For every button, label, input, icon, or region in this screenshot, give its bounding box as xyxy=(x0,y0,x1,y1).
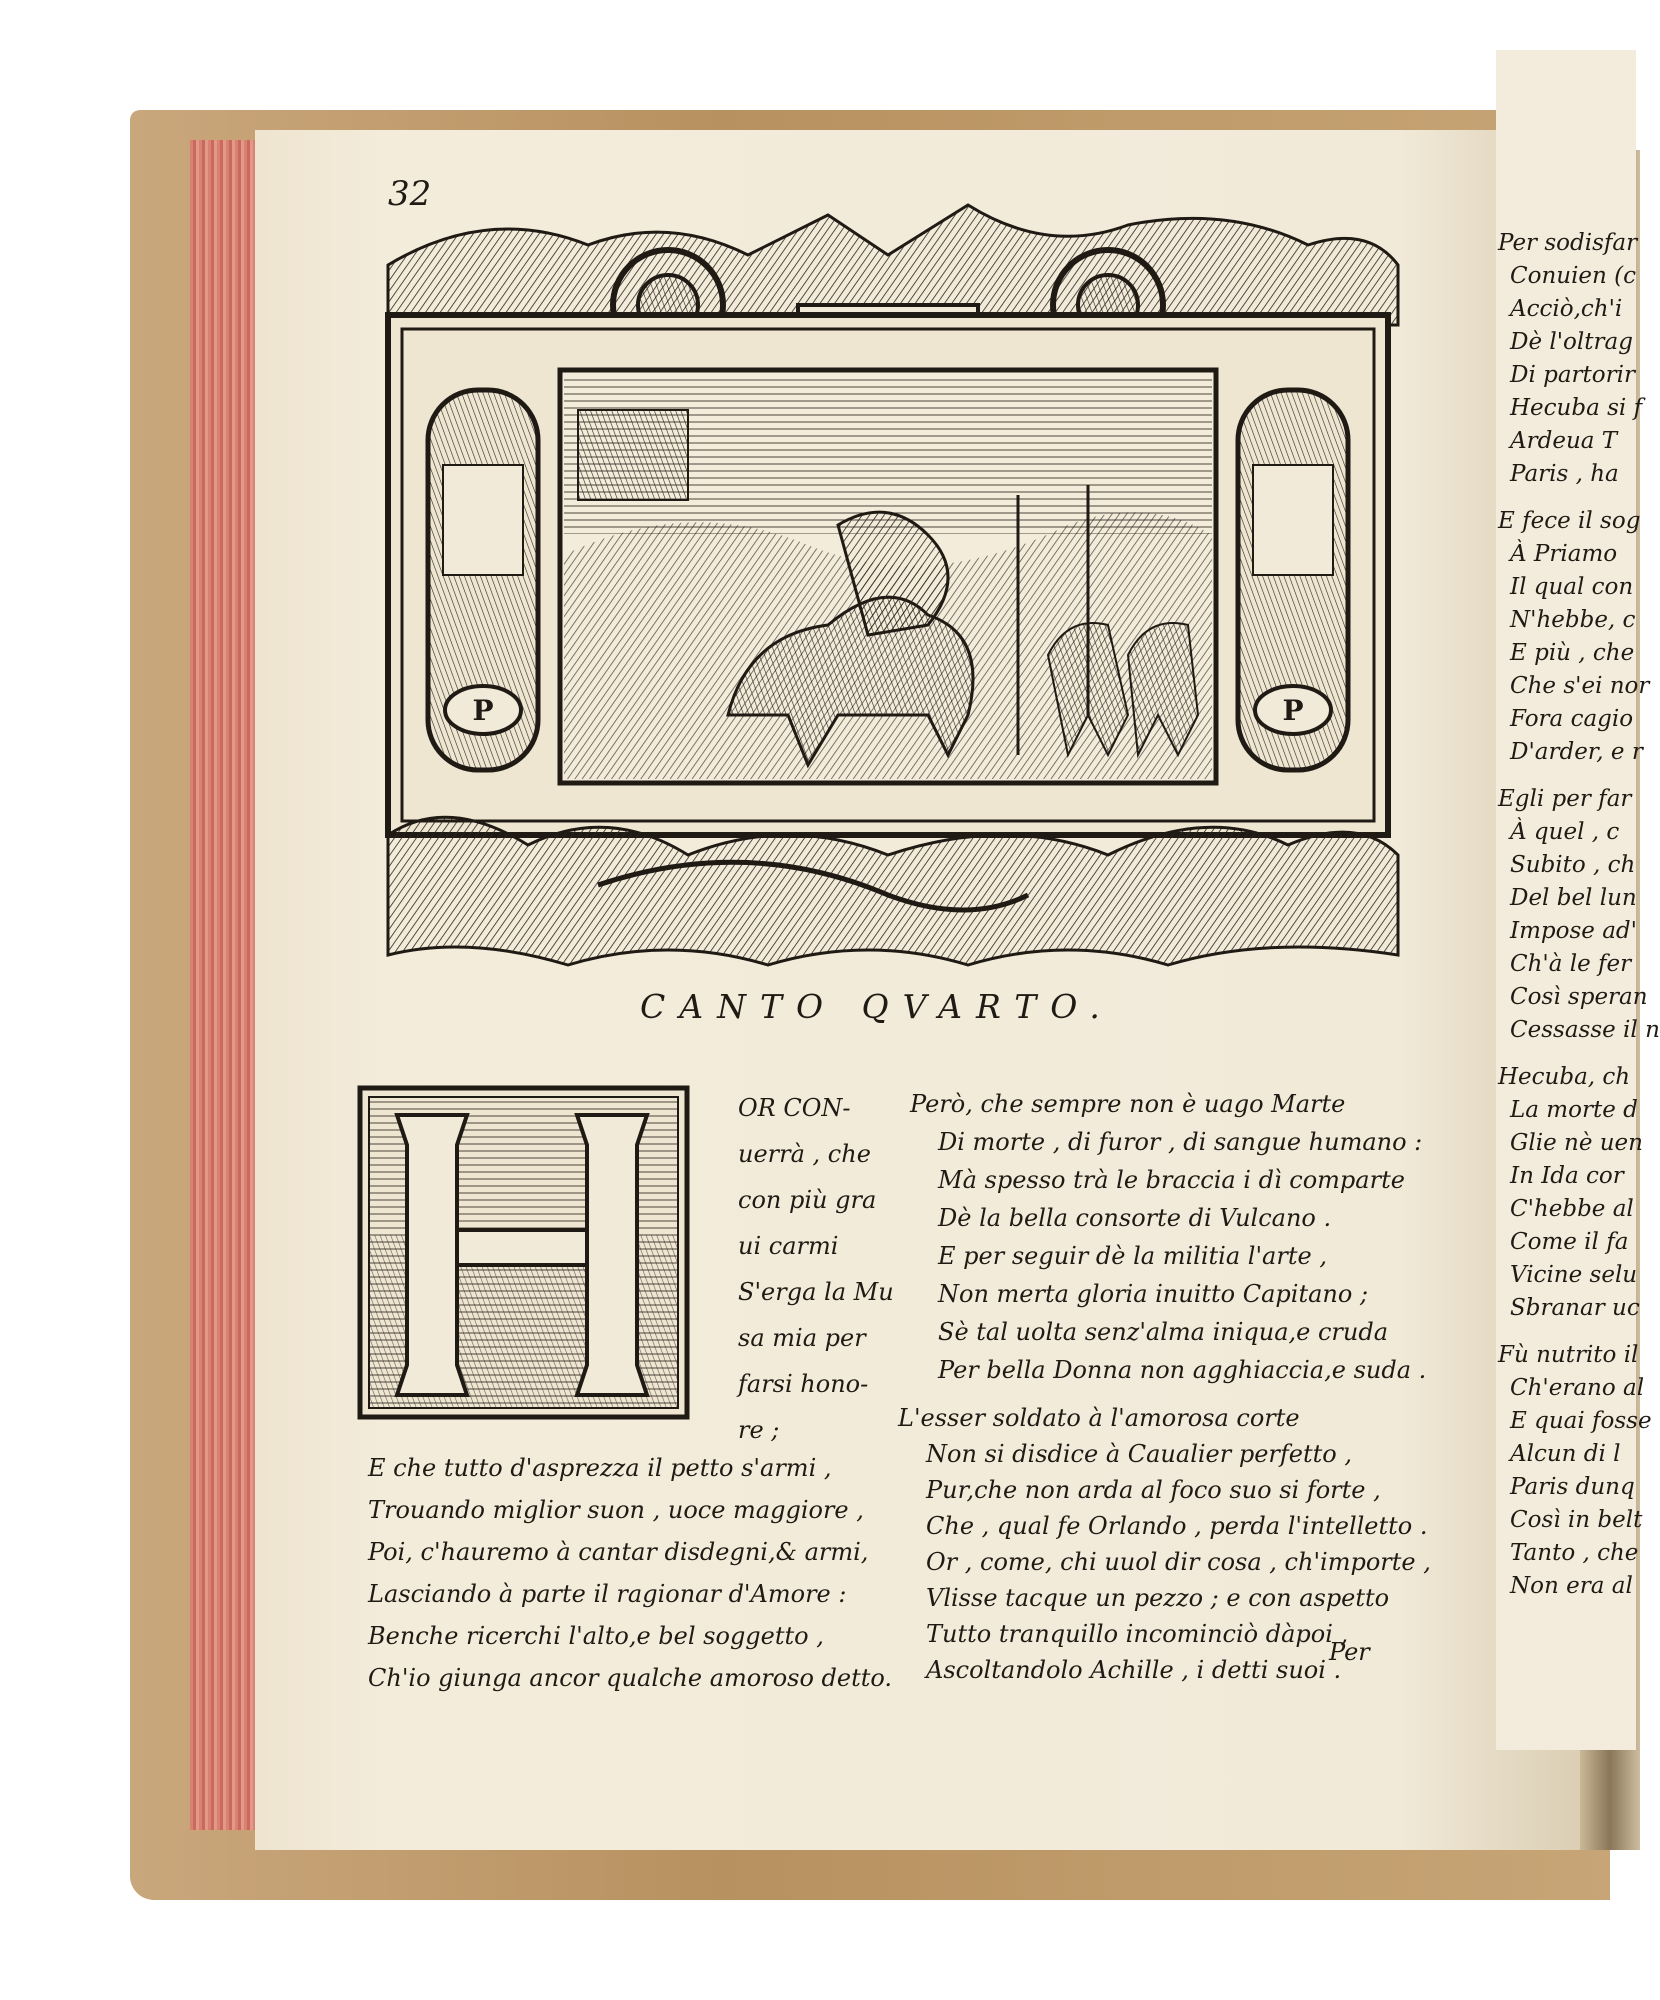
initial-h-woodcut xyxy=(357,1085,690,1420)
facing-page-line: Ch'à le fer xyxy=(1510,951,1632,977)
facing-page-line: Cessasse il n xyxy=(1510,1017,1660,1043)
text-line: con più gra xyxy=(738,1186,877,1214)
facing-page-line: À Priamo xyxy=(1510,541,1618,567)
facing-page-line: E fece il sog xyxy=(1498,508,1641,534)
facing-page-line: E quai fosse xyxy=(1510,1408,1652,1434)
verse-line: Vlisse tacque un pezzo ; e con aspetto xyxy=(926,1584,1390,1612)
stanza-one xyxy=(368,1447,892,1699)
verse-line: Però, che sempre non è uago Marte xyxy=(910,1090,1346,1118)
text-beside-initial xyxy=(738,1085,894,1453)
facing-page-line: Il qual con xyxy=(1510,574,1634,600)
facing-page-line: Alcun di l xyxy=(1510,1441,1621,1467)
facing-page-line: N'hebbe, c xyxy=(1510,607,1636,633)
facing-page-line: Hecuba, ch xyxy=(1498,1064,1631,1090)
verse-line: Dè la bella consorte di Vulcano . xyxy=(938,1204,1332,1232)
facing-page-line: À quel , c xyxy=(1510,819,1620,845)
facing-page-line: La morte d xyxy=(1510,1097,1638,1123)
verse-line: Che , qual fe Orlando , perda l'intelletto . xyxy=(926,1512,1428,1540)
decorated-initial-h xyxy=(357,1085,690,1420)
verse-line: Non si disdice à Caualier perfetto , xyxy=(926,1440,1352,1468)
catchword: Per xyxy=(1329,1638,1370,1666)
facing-page-line: Egli per far xyxy=(1498,786,1632,812)
facing-page-line: Del bel lun xyxy=(1510,885,1637,911)
facing-page-line: Ch'erano al xyxy=(1510,1375,1645,1401)
shield-letter-right: P xyxy=(1282,694,1304,727)
verse-line: Pur,che non arda al foco suo si forte , xyxy=(926,1476,1381,1504)
text-line: sa mia per xyxy=(738,1324,866,1352)
verse-line: Tutto tranquillo incominciò dàpoi , xyxy=(926,1620,1349,1648)
woodcut-illustration xyxy=(368,195,1406,971)
facing-page-line: Sbranar uc xyxy=(1510,1295,1640,1321)
facing-page-line: Hecuba si f xyxy=(1510,395,1643,421)
red-page-edges xyxy=(190,140,260,1830)
facing-page-line: D'arder, e r xyxy=(1510,739,1643,765)
facing-page-line: Non era al xyxy=(1510,1573,1633,1599)
woodcut-image xyxy=(368,195,1406,971)
facing-page-line: Di partorir xyxy=(1510,362,1635,388)
text-line: S'erga la Mu xyxy=(738,1278,894,1306)
text-line: OR CON- xyxy=(738,1094,851,1122)
verse-line: E che tutto d'asprezza il petto s'armi , xyxy=(368,1454,832,1482)
verse-line: Mà spesso trà le braccia i dì comparte xyxy=(938,1166,1405,1194)
verse-line: Lasciando à parte il ragionar d'Amore : xyxy=(368,1580,847,1608)
text-line: uerrà , che xyxy=(738,1140,871,1168)
verse-line: E per seguir dè la militia l'arte , xyxy=(938,1242,1327,1270)
facing-page-line: Conuien (c xyxy=(1510,263,1637,289)
facing-page-line: Dè l'oltrag xyxy=(1510,329,1633,355)
verse-line: Poi, c'hauremo à cantar disdegni,& armi, xyxy=(368,1538,869,1566)
stanza-two xyxy=(910,1085,1426,1389)
facing-page-line: In Ida cor xyxy=(1510,1163,1624,1189)
verse-line: Per bella Donna non agghiaccia,e suda . xyxy=(938,1356,1427,1384)
facing-page-line: Così in belt xyxy=(1510,1507,1643,1533)
verse-line: Non merta gloria inuitto Capitano ; xyxy=(938,1280,1369,1308)
facing-page-line: Per sodisfar xyxy=(1498,230,1638,256)
facing-page-line: Vicine selu xyxy=(1510,1262,1638,1288)
verse-line: Ascoltandolo Achille , i detti suoi . xyxy=(926,1656,1342,1684)
facing-page-line: Tanto , che xyxy=(1510,1540,1639,1566)
facing-page xyxy=(1496,50,1660,1750)
facing-page-line: Fora cagio xyxy=(1510,706,1634,732)
verse-line: Ch'io giunga ancor qualche amoroso detto. xyxy=(368,1664,893,1692)
facing-page-line: Ardeua T xyxy=(1510,428,1618,454)
text-line: re ; xyxy=(738,1416,780,1444)
text-line: farsi hono- xyxy=(738,1370,869,1398)
facing-page-line: Impose ad' xyxy=(1510,918,1637,944)
facing-page-line: E più , che xyxy=(1510,640,1635,666)
verse-line: Di morte , di furor , di sangue humano : xyxy=(938,1128,1423,1156)
facing-page-line: Come il fa xyxy=(1510,1229,1629,1255)
facing-page-line: Glie nè uen xyxy=(1510,1130,1643,1156)
verse-line: L'esser soldato à l'amorosa corte xyxy=(898,1404,1300,1432)
verse-line: Sè tal uolta senz'alma iniqua,e cruda xyxy=(938,1318,1389,1346)
page-number: 32 xyxy=(388,174,432,214)
facing-page-line: Paris dunq xyxy=(1510,1474,1635,1500)
shield-letter-left: P xyxy=(472,694,494,727)
verse-line: Trouando miglior suon , uoce maggiore , xyxy=(368,1496,864,1524)
verse-line: Or , come, chi uuol dir cosa , ch'importe , xyxy=(926,1548,1431,1576)
canto-title: CANTO QVARTO. xyxy=(640,987,1114,1026)
facing-page-line: Acciò,ch'i xyxy=(1510,296,1623,322)
facing-page-line: Subito , ch xyxy=(1510,852,1636,878)
facing-page-line: Fù nutrito il xyxy=(1498,1342,1639,1368)
facing-page-line: Paris , ha xyxy=(1510,461,1619,487)
facing-page-line: C'hebbe al xyxy=(1510,1196,1634,1222)
facing-page-line: Che s'ei nor xyxy=(1510,673,1650,699)
text-line: ui carmi xyxy=(738,1232,839,1260)
facing-page-line: Così speran xyxy=(1510,984,1648,1010)
verse-line: Benche ricerchi l'alto,e bel soggetto , xyxy=(368,1622,824,1650)
